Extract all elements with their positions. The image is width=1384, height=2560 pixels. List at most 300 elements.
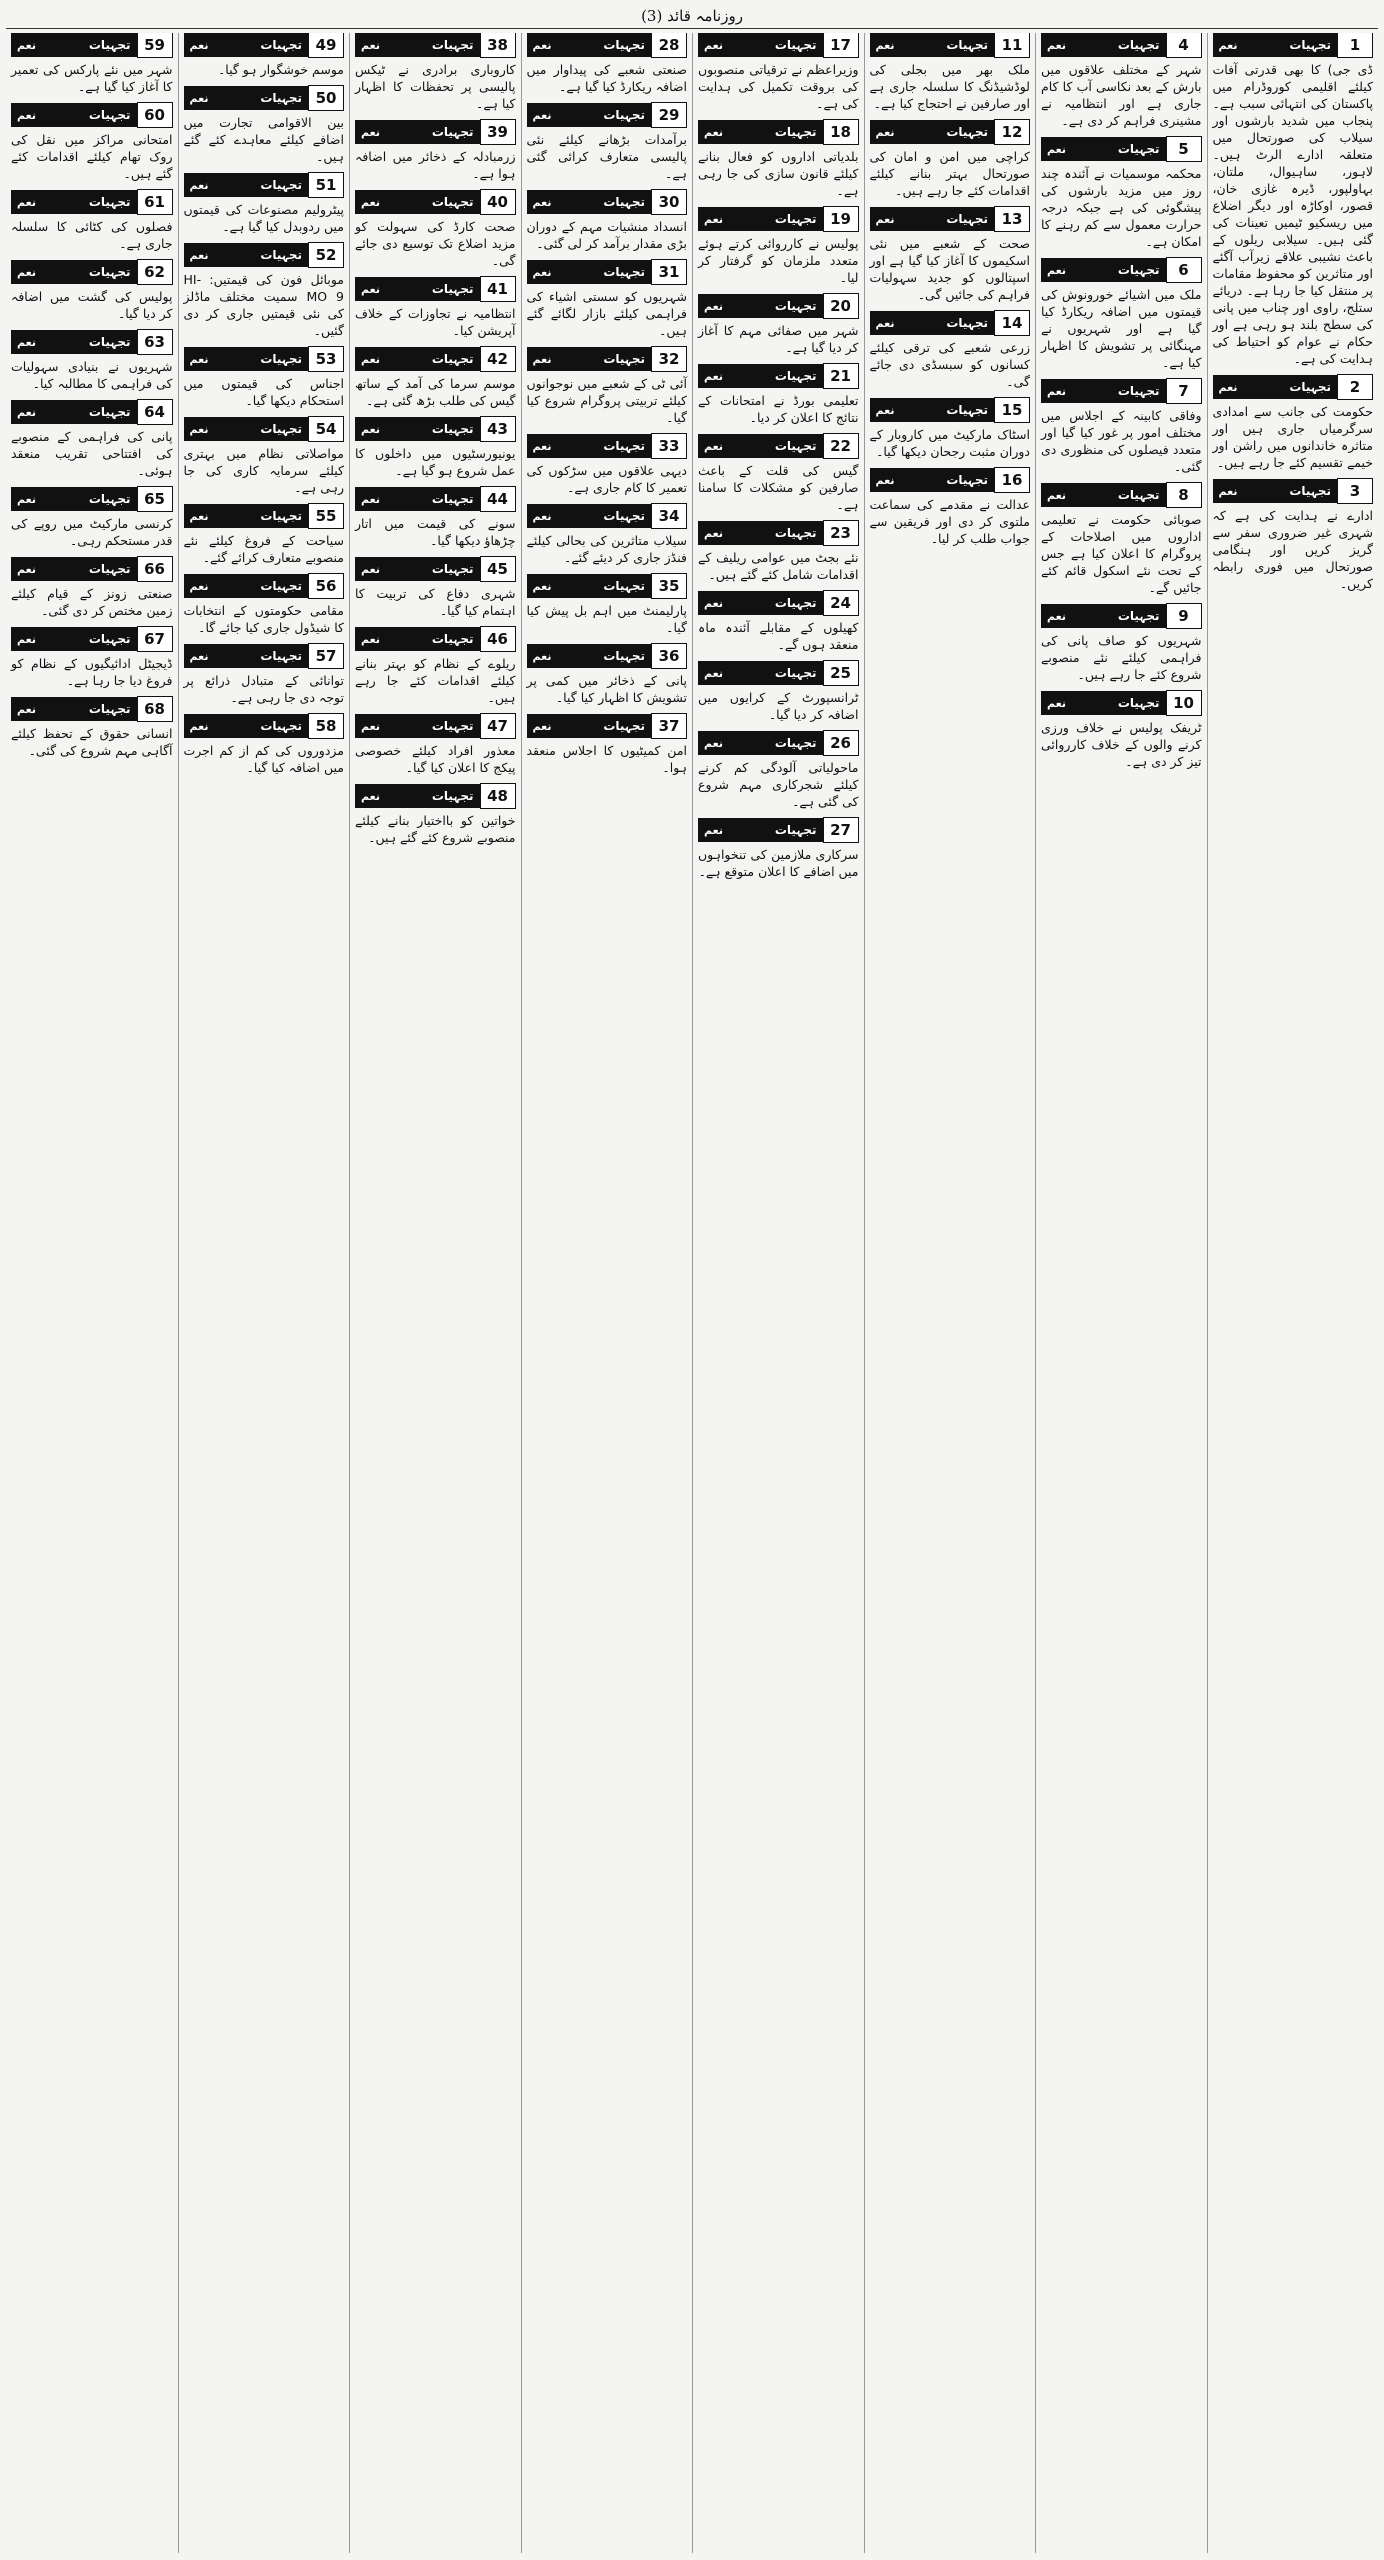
news-item-tag: نعم bbox=[1047, 38, 1066, 52]
news-item-tag: نعم bbox=[189, 38, 209, 52]
news-item-tag: نعم bbox=[532, 108, 552, 122]
news-item-header bbox=[184, 714, 345, 738]
news-item-text: سیلاب متاثرین کی بحالی کیلئے فنڈز جاری کر دیئے گئے۔ bbox=[526, 533, 687, 565]
news-item bbox=[698, 731, 859, 810]
news-item-text: گیس کی قلت کے باعث صارفین کو مشکلات کا سامنا ہے۔ bbox=[698, 463, 859, 512]
news-item-header bbox=[527, 504, 688, 528]
news-item bbox=[184, 33, 345, 78]
news-item-header bbox=[1041, 691, 1202, 715]
news-item-label-bar bbox=[184, 33, 309, 57]
news-item-label-bar bbox=[1041, 604, 1166, 628]
news-item-label-bar bbox=[11, 330, 137, 354]
news-item-header bbox=[355, 190, 516, 214]
news-item bbox=[184, 417, 345, 496]
news-item-label: تجہیات bbox=[431, 562, 474, 576]
news-item-label: تجہیات bbox=[431, 632, 474, 646]
news-item-label-bar bbox=[527, 434, 652, 458]
news-item-number: 1 bbox=[1337, 33, 1373, 58]
news-item bbox=[1041, 258, 1202, 371]
news-item-header bbox=[355, 487, 516, 511]
news-item-header bbox=[11, 33, 173, 57]
news-item bbox=[355, 784, 516, 846]
news-item-text: صوبائی حکومت نے تعلیمی اداروں میں اصلاحات کے پروگرام کا اعلان کیا ہے جس کے تحت نئے اسکول قائم کئے جائیں گے۔ bbox=[1041, 512, 1202, 595]
news-item-text: حکومت کی جانب سے امدادی سرگرمیاں جاری ہیں اور متاثرہ خاندانوں میں راشن اور خیمے تقسیم کئے جا رہے ہیں۔ bbox=[1212, 404, 1373, 470]
news-item-number: 3 bbox=[1337, 478, 1373, 504]
news-item-tag: نعم bbox=[189, 91, 209, 105]
news-item-number: 66 bbox=[137, 556, 173, 582]
news-item-text: زرعی شعبے کی ترقی کیلئے کسانوں کو سبسڈی دی جائے گی۔ bbox=[869, 340, 1030, 389]
news-item bbox=[11, 260, 173, 322]
news-item-number: 62 bbox=[137, 259, 173, 285]
news-item bbox=[1041, 33, 1202, 129]
news-item bbox=[184, 86, 345, 165]
news-item-label: تجہیات bbox=[946, 403, 988, 417]
news-item-tag: نعم bbox=[704, 666, 723, 680]
news-item-label-bar bbox=[355, 277, 480, 301]
news-item bbox=[184, 347, 345, 409]
news-item-text: ماحولیاتی آلودگی کم کرنے کیلئے شجرکاری مہم شروع کی گئی ہے۔ bbox=[698, 760, 859, 809]
news-item-label-bar bbox=[698, 591, 823, 615]
news-item-text: فصلوں کی کٹائی کا سلسلہ جاری ہے۔ bbox=[11, 219, 173, 251]
news-item-header bbox=[11, 330, 173, 354]
news-item-header bbox=[355, 784, 516, 808]
news-item-number: 55 bbox=[308, 503, 344, 529]
news-item-number: 35 bbox=[651, 573, 687, 599]
news-item-label-bar bbox=[184, 574, 309, 598]
news-item-number: 47 bbox=[480, 713, 516, 739]
news-item-label-bar bbox=[355, 627, 480, 651]
news-item-number: 63 bbox=[137, 329, 173, 355]
news-item-text: ملک میں اشیائے خورونوش کی قیمتوں میں اضافہ ریکارڈ کیا گیا ہے اور شہریوں نے مہنگائی پر تشویش کا اظہار کیا ہے۔ bbox=[1041, 287, 1202, 370]
news-item-label: تجہیات bbox=[1117, 609, 1160, 623]
news-item-text: ٹریفک پولیس نے خلاف ورزی کرنے والوں کے خلاف کارروائی تیز کر دی ہے۔ bbox=[1041, 720, 1202, 769]
news-item-label: تجہیات bbox=[88, 265, 131, 279]
news-item-number: 38 bbox=[480, 33, 516, 58]
news-item-text: سرکاری ملازمین کی تنخواہوں میں اضافے کا اعلان متوقع ہے۔ bbox=[698, 847, 859, 879]
news-item-text: صنعتی شعبے کی پیداوار میں اضافہ ریکارڈ کیا گیا ہے۔ bbox=[526, 62, 687, 94]
news-item-label-bar bbox=[527, 260, 652, 284]
news-item bbox=[527, 714, 688, 776]
news-item-text: پیٹرولیم مصنوعات کی قیمتوں میں ردوبدل کیا گیا ہے۔ bbox=[183, 202, 344, 234]
news-item-header bbox=[698, 521, 859, 545]
news-item bbox=[184, 504, 345, 566]
news-item bbox=[1041, 137, 1202, 250]
news-item-label: تجہیات bbox=[431, 352, 474, 366]
news-item-label-bar bbox=[11, 627, 137, 651]
news-item-header bbox=[698, 661, 859, 685]
news-item bbox=[11, 697, 173, 759]
news-item bbox=[1041, 483, 1202, 596]
news-item bbox=[11, 400, 173, 479]
news-item-label-bar bbox=[11, 557, 137, 581]
news-item-tag: نعم bbox=[17, 405, 36, 419]
news-item-header bbox=[527, 714, 688, 738]
news-item-label-bar bbox=[11, 697, 137, 721]
news-item-header bbox=[355, 627, 516, 651]
news-item-label-bar bbox=[870, 207, 995, 231]
news-item-number: 52 bbox=[308, 242, 344, 268]
news-item-label-bar bbox=[355, 120, 480, 144]
news-item-label-bar bbox=[527, 33, 652, 57]
news-item-number: 30 bbox=[651, 189, 687, 215]
news-item-text: مواصلاتی نظام میں بہتری کیلئے سرمایہ کاری کی جا رہی ہے۔ bbox=[183, 446, 344, 495]
news-item-text: شہریوں کو صاف پانی کی فراہمی کیلئے نئے منصوبے شروع کئے جا رہے ہیں۔ bbox=[1041, 633, 1202, 682]
news-item bbox=[870, 120, 1031, 199]
news-item bbox=[11, 330, 173, 392]
news-item-number: 16 bbox=[994, 467, 1030, 493]
news-item-label: تجہیات bbox=[1117, 263, 1160, 277]
news-item-number: 21 bbox=[823, 363, 859, 389]
news-item bbox=[698, 434, 859, 513]
news-item-label-bar bbox=[184, 86, 309, 110]
news-item-header bbox=[870, 120, 1031, 144]
news-item-number: 12 bbox=[994, 119, 1030, 145]
news-item-label-bar bbox=[527, 714, 652, 738]
news-column bbox=[349, 33, 521, 2553]
news-item-label-bar bbox=[1041, 258, 1166, 282]
news-item-text: مزدوروں کی کم از کم اجرت میں اضافہ کیا گیا۔ bbox=[183, 743, 344, 775]
news-item-label: تجہیات bbox=[431, 492, 474, 506]
news-item bbox=[870, 311, 1031, 390]
news-item-label: تجہیات bbox=[603, 265, 645, 279]
news-item-label: تجہیات bbox=[603, 195, 645, 209]
news-item-label: تجہیات bbox=[260, 579, 302, 593]
news-item-label: تجہیات bbox=[774, 38, 817, 52]
news-item bbox=[527, 260, 688, 339]
news-item-label-bar bbox=[698, 731, 823, 755]
news-item bbox=[355, 190, 516, 269]
news-item-label-bar bbox=[698, 661, 823, 685]
news-item-label: تجہیات bbox=[88, 108, 131, 122]
news-item-label: تجہیات bbox=[774, 212, 817, 226]
news-item-label: تجہیات bbox=[1289, 484, 1331, 498]
news-item-header bbox=[355, 714, 516, 738]
news-item-text: کھیلوں کے مقابلے آئندہ ماہ منعقد ہوں گے۔ bbox=[698, 620, 859, 652]
news-item bbox=[698, 33, 859, 112]
news-item-label: تجہیات bbox=[603, 509, 645, 523]
news-item-text: صحت کے شعبے میں نئی اسکیموں کا آغاز کیا گیا ہے اور اسپتالوں کو جدید سہولیات فراہم کی جائیں گی۔ bbox=[869, 236, 1030, 302]
news-item-label: تجہیات bbox=[1117, 384, 1160, 398]
news-item bbox=[698, 521, 859, 583]
news-item-label: تجہیات bbox=[603, 38, 645, 52]
news-item-label-bar bbox=[11, 260, 137, 284]
news-item bbox=[355, 714, 516, 776]
news-item-label: تجہیات bbox=[260, 509, 302, 523]
news-item-text: موسم سرما کی آمد کے ساتھ گیس کی طلب بڑھ گئی ہے۔ bbox=[355, 376, 516, 408]
news-item-header bbox=[1041, 258, 1202, 282]
news-item-label-bar bbox=[870, 311, 995, 335]
news-item-label: تجہیات bbox=[431, 282, 474, 296]
news-item-header bbox=[11, 557, 173, 581]
news-item-tag: نعم bbox=[361, 562, 380, 576]
news-item-label: تجہیات bbox=[260, 248, 302, 262]
news-item-label: تجہیات bbox=[260, 91, 302, 105]
news-item bbox=[1041, 691, 1202, 770]
news-item-text: پولیس کی گشت میں اضافہ کر دیا گیا۔ bbox=[11, 289, 173, 321]
news-item-label-bar bbox=[1041, 691, 1166, 715]
news-item-number: 14 bbox=[994, 310, 1030, 336]
news-item bbox=[355, 557, 516, 619]
news-item-header bbox=[698, 591, 859, 615]
news-item bbox=[1213, 479, 1374, 592]
news-item-header bbox=[11, 697, 173, 721]
news-item-label: تجہیات bbox=[603, 719, 645, 733]
news-item bbox=[11, 627, 173, 689]
news-item-header bbox=[184, 644, 345, 668]
news-item-header bbox=[1041, 137, 1202, 161]
news-item-number: 43 bbox=[480, 416, 516, 442]
news-item-tag: نعم bbox=[1218, 38, 1238, 52]
news-item-tag: نعم bbox=[17, 632, 36, 646]
news-item-number: 18 bbox=[823, 119, 859, 145]
news-item bbox=[11, 557, 173, 619]
news-item-tag: نعم bbox=[189, 719, 209, 733]
news-item-tag: نعم bbox=[532, 439, 552, 453]
news-item-text: امن کمیٹیوں کا اجلاس منعقد ہوا۔ bbox=[526, 743, 687, 775]
news-item-label-bar bbox=[184, 504, 309, 528]
news-item-text: وفاقی کابینہ کے اجلاس میں مختلف امور پر غور کیا گیا اور متعدد فیصلوں کی منظوری دی گئی۔ bbox=[1041, 408, 1202, 474]
news-item-label-bar bbox=[527, 574, 652, 598]
news-item-label-bar bbox=[1041, 379, 1166, 403]
news-item-label: تجہیات bbox=[946, 125, 988, 139]
news-item-header bbox=[355, 120, 516, 144]
news-item-text: نئے بجٹ میں عوامی ریلیف کے اقدامات شامل کئے گئے ہیں۔ bbox=[698, 550, 859, 582]
news-item-number: 19 bbox=[823, 206, 859, 232]
news-item-label: تجہیات bbox=[603, 649, 645, 663]
news-item-header bbox=[1213, 33, 1374, 57]
news-item-text: شہر میں نئے پارکس کی تعمیر کا آغاز کیا گیا ہے۔ bbox=[11, 62, 173, 94]
news-item-header bbox=[527, 33, 688, 57]
news-item-text: تعلیمی بورڈ نے امتحانات کے نتائج کا اعلان کر دیا۔ bbox=[698, 393, 859, 425]
news-item bbox=[184, 714, 345, 776]
news-item-header bbox=[11, 400, 173, 424]
news-item-tag: نعم bbox=[1047, 488, 1066, 502]
news-item-tag: نعم bbox=[361, 632, 380, 646]
news-item-label: تجہیات bbox=[774, 736, 817, 750]
news-item bbox=[355, 120, 516, 182]
news-item-label: تجہیات bbox=[603, 579, 645, 593]
news-item-tag: نعم bbox=[361, 125, 380, 139]
news-item-label-bar bbox=[355, 487, 480, 511]
news-column bbox=[1207, 33, 1379, 2553]
news-item bbox=[698, 818, 859, 880]
news-item-label: تجہیات bbox=[431, 38, 474, 52]
news-item-label: تجہیات bbox=[88, 195, 131, 209]
news-item bbox=[527, 190, 688, 252]
news-item bbox=[870, 398, 1031, 460]
news-item-label: تجہیات bbox=[603, 439, 645, 453]
news-item-text: ٹرانسپورٹ کے کرایوں میں اضافہ کر دیا گیا۔ bbox=[698, 690, 859, 722]
news-item-label-bar bbox=[184, 243, 309, 267]
news-item-text: ڈیجیٹل ادائیگیوں کے نظام کو فروغ دیا جا رہا ہے۔ bbox=[11, 656, 173, 688]
news-item-text: امتحانی مراکز میں نقل کی روک تھام کیلئے اقدامات کئے گئے ہیں۔ bbox=[11, 132, 173, 181]
news-item-text: برآمدات بڑھانے کیلئے نئی پالیسی متعارف کرائی گئی ہے۔ bbox=[526, 132, 687, 181]
news-item-header bbox=[355, 347, 516, 371]
news-item-label: تجہیات bbox=[1117, 142, 1160, 156]
news-item-header bbox=[527, 434, 688, 458]
news-item bbox=[1041, 379, 1202, 475]
news-item-tag: نعم bbox=[17, 562, 36, 576]
news-item-header bbox=[527, 574, 688, 598]
news-item-number: 9 bbox=[1166, 603, 1202, 629]
news-item-number: 2 bbox=[1337, 374, 1373, 400]
news-item-number: 29 bbox=[651, 102, 687, 128]
news-item-text: کاروباری برادری نے ٹیکس پالیسی پر تحفظات کا اظہار کیا ہے۔ bbox=[355, 62, 516, 111]
news-item-tag: نعم bbox=[532, 509, 552, 523]
news-item-number: 54 bbox=[308, 416, 344, 442]
news-item-header bbox=[870, 311, 1031, 335]
news-item bbox=[1041, 604, 1202, 683]
news-item-number: 28 bbox=[651, 33, 687, 58]
news-item-tag: نعم bbox=[17, 195, 36, 209]
news-item-text: شہر میں صفائی مہم کا آغاز کر دیا گیا ہے۔ bbox=[698, 323, 859, 355]
news-item-number: 45 bbox=[480, 556, 516, 582]
news-item-label-bar bbox=[698, 521, 823, 545]
news-item-header bbox=[698, 294, 859, 318]
news-item-label: تجہیات bbox=[260, 422, 302, 436]
news-item-tag: نعم bbox=[532, 38, 552, 52]
news-column bbox=[864, 33, 1036, 2553]
news-item-tag: نعم bbox=[17, 265, 36, 279]
news-item-label: تجہیات bbox=[1117, 488, 1160, 502]
news-item-header bbox=[11, 260, 173, 284]
news-item-text: شہر کے مختلف علاقوں میں بارش کے بعد نکاسی آب کا کام جاری ہے اور انتظامیہ نے مشینری فراہم کر دی ہے۔ bbox=[1041, 62, 1202, 128]
news-item-header bbox=[11, 487, 173, 511]
news-item bbox=[184, 644, 345, 706]
news-item-label-bar bbox=[698, 364, 823, 388]
news-item-label-bar bbox=[870, 120, 995, 144]
news-item bbox=[11, 33, 173, 95]
news-item-label: تجہیات bbox=[774, 369, 817, 383]
news-item-tag: نعم bbox=[704, 299, 723, 313]
news-item-header bbox=[870, 33, 1031, 57]
news-item-label-bar bbox=[698, 33, 823, 57]
news-item-header bbox=[355, 557, 516, 581]
news-item-number: 4 bbox=[1166, 33, 1202, 58]
news-item-text: خواتین کو بااختیار بنانے کیلئے منصوبے شروع کئے گئے ہیں۔ bbox=[355, 813, 516, 845]
news-item-number: 6 bbox=[1166, 257, 1202, 283]
news-item-number: 44 bbox=[480, 486, 516, 512]
news-item-tag: نعم bbox=[189, 248, 209, 262]
news-item-label-bar bbox=[698, 434, 823, 458]
news-item-tag: نعم bbox=[361, 352, 380, 366]
news-item-text: کرنسی مارکیٹ میں روپے کی قدر مستحکم رہی۔ bbox=[11, 516, 173, 548]
news-item-label: تجہیات bbox=[774, 666, 817, 680]
news-item-header bbox=[698, 120, 859, 144]
news-item-tag: نعم bbox=[17, 38, 36, 52]
news-item-label-bar bbox=[527, 103, 652, 127]
news-item-label-bar bbox=[355, 714, 480, 738]
news-item-number: 22 bbox=[823, 433, 859, 459]
news-item-label: تجہیات bbox=[431, 719, 474, 733]
news-item bbox=[355, 277, 516, 339]
news-item-label-bar bbox=[1041, 483, 1166, 507]
news-item-header bbox=[527, 190, 688, 214]
news-item-header bbox=[184, 33, 345, 57]
news-item-text: بین الاقوامی تجارت میں اضافے کیلئے معاہدے کئے گئے ہیں۔ bbox=[183, 115, 344, 164]
news-item-label: تجہیات bbox=[88, 632, 131, 646]
news-item-number: 32 bbox=[651, 346, 687, 372]
news-item-label-bar bbox=[527, 644, 652, 668]
news-item-label-bar bbox=[184, 347, 309, 371]
news-item-number: 49 bbox=[308, 33, 344, 58]
news-item-header bbox=[355, 33, 516, 57]
news-item-number: 50 bbox=[308, 85, 344, 111]
news-column bbox=[1035, 33, 1207, 2553]
news-item-text: معذور افراد کیلئے خصوصی پیکج کا اعلان کیا گیا۔ bbox=[355, 743, 516, 775]
news-item bbox=[11, 103, 173, 182]
news-item-label-bar bbox=[11, 33, 137, 57]
news-column bbox=[692, 33, 864, 2553]
news-item-label: تجہیات bbox=[1289, 38, 1331, 52]
news-item-label: تجہیات bbox=[603, 108, 645, 122]
news-item-label-bar bbox=[870, 468, 995, 492]
news-item-number: 59 bbox=[137, 33, 173, 58]
news-item-text: انسداد منشیات مہم کے دوران بڑی مقدار برآمد کر لی گئی۔ bbox=[526, 219, 687, 251]
news-item-text: پانی کے ذخائر میں کمی پر تشویش کا اظہار کیا گیا۔ bbox=[526, 673, 687, 705]
news-item-number: 39 bbox=[480, 119, 516, 145]
news-item-tag: نعم bbox=[875, 212, 895, 226]
news-item-header bbox=[355, 417, 516, 441]
news-item-label: تجہیات bbox=[1289, 380, 1331, 394]
news-item-tag: نعم bbox=[704, 369, 723, 383]
news-item-number: 68 bbox=[137, 696, 173, 722]
news-item-tag: نعم bbox=[875, 403, 895, 417]
news-item-tag: نعم bbox=[1047, 384, 1066, 398]
news-item-label: تجہیات bbox=[88, 562, 131, 576]
news-item-tag: نعم bbox=[361, 719, 380, 733]
news-item bbox=[527, 574, 688, 636]
news-item-tag: نعم bbox=[532, 719, 552, 733]
news-item-text: پارلیمنٹ میں اہم بل پیش کیا گیا۔ bbox=[526, 603, 687, 635]
news-item-number: 11 bbox=[994, 33, 1030, 58]
news-item bbox=[11, 487, 173, 549]
news-item-tag: نعم bbox=[1218, 484, 1238, 498]
news-item-tag: نعم bbox=[704, 736, 723, 750]
news-item-tag: نعم bbox=[875, 316, 895, 330]
news-item-text: شہریوں نے بنیادی سہولیات کی فراہمی کا مطالبہ کیا۔ bbox=[11, 359, 173, 391]
news-item-text: شہریوں کو سستی اشیاء کی فراہمی کیلئے بازار لگائے گئے ہیں۔ bbox=[526, 289, 687, 338]
news-item-tag: نعم bbox=[189, 579, 209, 593]
news-item-tag: نعم bbox=[532, 649, 552, 663]
news-item-text: صنعتی زونز کے قیام کیلئے زمین مختص کر دی گئی۔ bbox=[11, 586, 173, 618]
news-item-text: صحت کارڈ کی سہولت کو مزید اضلاع تک توسیع دی جائے گی۔ bbox=[355, 219, 516, 268]
news-item-header bbox=[1213, 375, 1374, 399]
news-item-number: 17 bbox=[823, 33, 859, 58]
news-item-label-bar bbox=[870, 398, 995, 422]
news-item-text: دیہی علاقوں میں سڑکوں کی تعمیر کا کام جاری ہے۔ bbox=[526, 463, 687, 495]
news-item-label-bar bbox=[698, 120, 823, 144]
news-item-tag: نعم bbox=[17, 108, 36, 122]
news-item-text: وزیراعظم نے ترقیاتی منصوبوں کی بروقت تکمیل کی ہدایت کی ہے۔ bbox=[698, 62, 859, 111]
news-item-tag: نعم bbox=[361, 789, 380, 803]
news-item-label-bar bbox=[11, 103, 137, 127]
news-item-number: 53 bbox=[308, 346, 344, 372]
news-item-number: 41 bbox=[480, 276, 516, 302]
news-item-header bbox=[355, 277, 516, 301]
news-item-text: محکمہ موسمیات نے آئندہ چند روز میں مزید بارشوں کی پیشگوئی کی ہے جبکہ درجہ حرارت معمول سے کم رہنے کا امکان ہے۔ bbox=[1041, 166, 1202, 249]
news-item-header bbox=[184, 86, 345, 110]
news-item-header bbox=[1041, 483, 1202, 507]
news-column bbox=[6, 33, 178, 2553]
news-item bbox=[355, 627, 516, 706]
news-item-tag: نعم bbox=[532, 265, 552, 279]
news-item-text: کراچی میں امن و امان کی صورتحال بہتر بنانے کیلئے اقدامات کئے جا رہے ہیں۔ bbox=[869, 149, 1030, 198]
news-item-text: اجناس کی قیمتوں میں استحکام دیکھا گیا۔ bbox=[183, 376, 344, 408]
news-item-number: 25 bbox=[823, 660, 859, 686]
news-item-text: یونیورسٹیوں میں داخلوں کا عمل شروع ہو گیا ہے۔ bbox=[355, 446, 516, 478]
news-item-label-bar bbox=[184, 644, 309, 668]
